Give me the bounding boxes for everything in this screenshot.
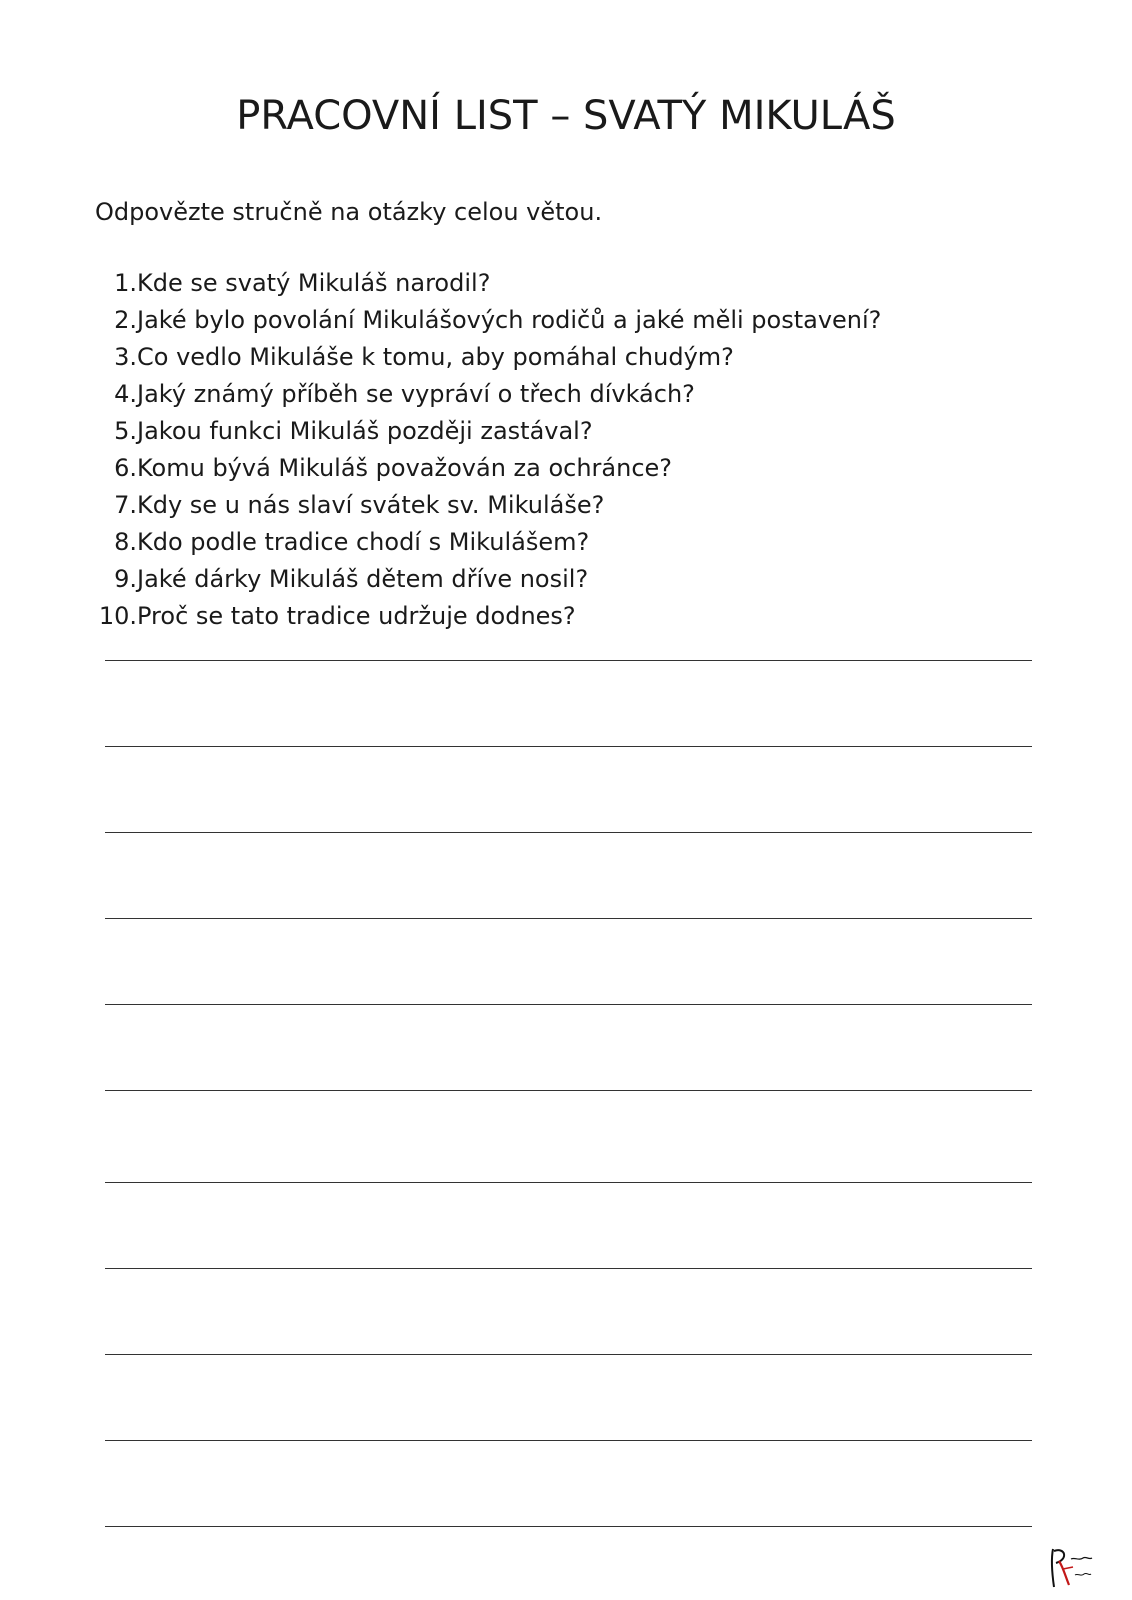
question-text: Co vedlo Mikuláše k tomu, aby pomáhal chudým? [137,343,734,371]
answer-line[interactable] [105,746,1032,747]
question-list [95,265,881,635]
question-text: Jaké bylo povolání Mikulášových rodičů a jaké měli postavení? [137,306,882,334]
question-text: Kde se svatý Mikuláš narodil? [137,269,491,297]
question-text: Jakou funkci Mikuláš později zastával? [137,417,593,445]
question-item [95,413,881,450]
question-item [95,450,881,487]
question-item [95,265,881,302]
question-item [95,561,881,598]
question-item [95,339,881,376]
author-signature-logo [1045,1545,1095,1591]
question-number: 8. [114,528,137,556]
question-text: Jaké dárky Mikuláš dětem dříve nosil? [137,565,589,593]
answer-line[interactable] [105,1004,1032,1005]
answer-line[interactable] [105,918,1032,919]
question-text: Jaký známý příběh se vypráví o třech dívkách? [137,380,695,408]
question-item [95,302,881,339]
question-text: Proč se tato tradice udržuje dodnes? [137,602,576,630]
question-text: Kdo podle tradice chodí s Mikulášem? [137,528,590,556]
answer-line[interactable] [105,1268,1032,1269]
question-number: 5. [114,417,137,445]
answer-line[interactable] [105,1182,1032,1183]
question-number: 7. [114,491,137,519]
question-item [95,376,881,413]
question-item [95,487,881,524]
answer-line[interactable] [105,1440,1032,1441]
instruction-text: Odpovězte stručně na otázky celou větou. [95,198,603,226]
answer-line[interactable] [105,832,1032,833]
question-number: 3. [114,343,137,371]
question-text: Komu bývá Mikuláš považován za ochránce? [137,454,673,482]
question-number: 1. [114,269,137,297]
question-number: 10. [98,602,137,630]
question-number: 6. [114,454,137,482]
question-item [95,598,881,635]
question-number: 2. [114,306,137,334]
answer-line[interactable] [105,1354,1032,1355]
question-item [95,524,881,561]
question-number: 4. [114,380,137,408]
answer-line[interactable] [105,660,1032,661]
question-number: 9. [114,565,137,593]
page-title: PRACOVNÍ LIST – SVATÝ MIKULÁŠ [236,93,896,139]
question-text: Kdy se u nás slaví svátek sv. Mikuláše? [137,491,605,519]
answer-line[interactable] [105,1090,1032,1091]
answer-line[interactable] [105,1526,1032,1527]
